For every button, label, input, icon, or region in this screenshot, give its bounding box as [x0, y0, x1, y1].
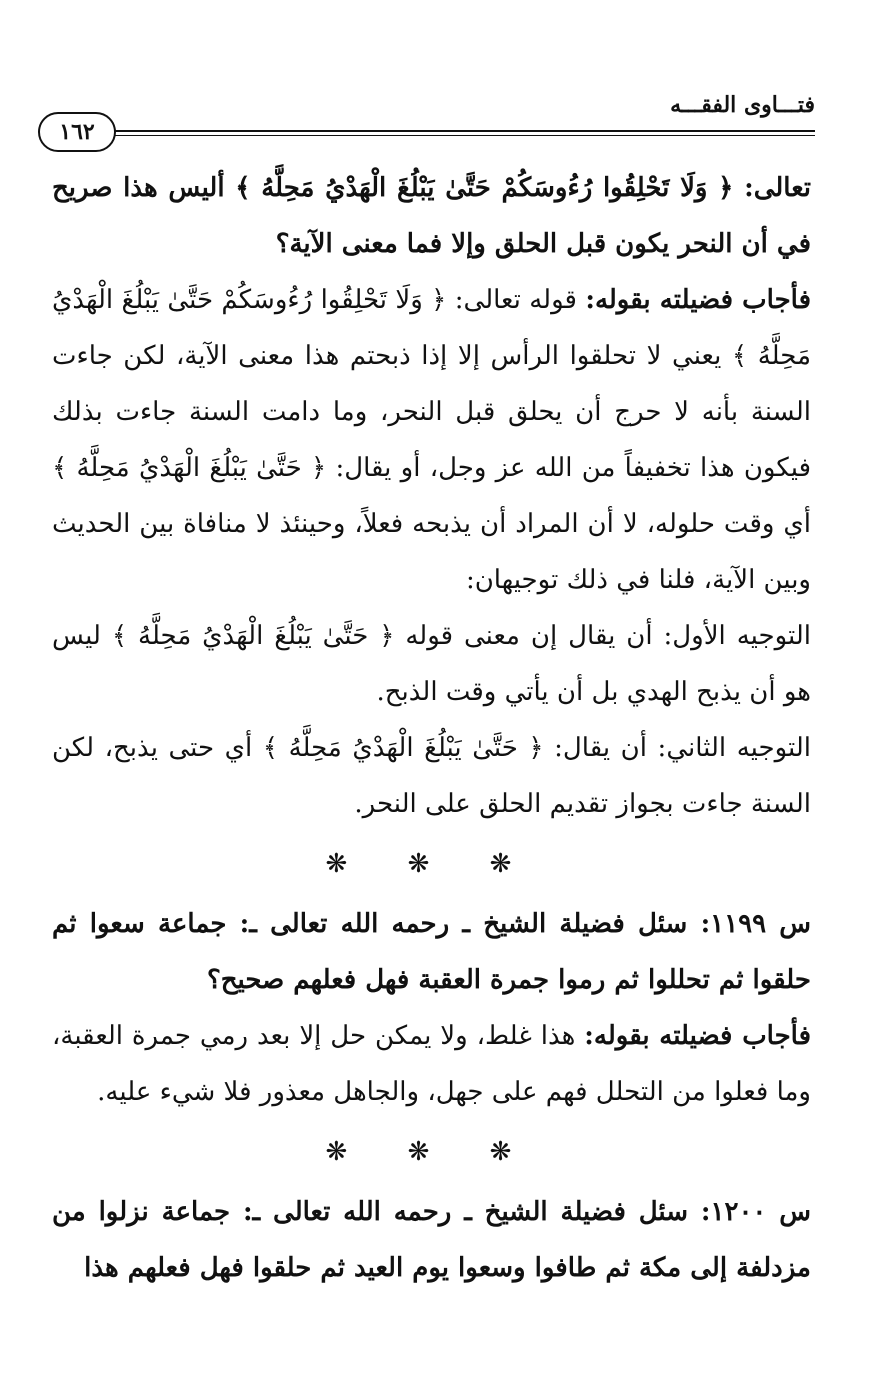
header-rule-thin	[100, 135, 815, 136]
answer-1199-text: هذا غلط، ولا يمكن حل إلا بعد رمي جمرة العقبة، وما فعلوا من التحلل فهم على جهل، والجاهل معذور فلا شيء عليه.	[52, 1021, 811, 1107]
page-number: ١٦٢	[38, 112, 116, 152]
book-title: فتـــاوى الفقـــه	[670, 92, 815, 118]
second-interpretation: التوجيه الثاني: أن يقال: ﴿ حَتَّىٰ يَبْلُغَ الْهَدْيُ مَحِلَّهُ ﴾ أي حتى يذبح، لكن السنة جاءت بجواز تقديم الحلق على النحر.	[52, 733, 811, 819]
header-rule	[100, 130, 815, 132]
running-header	[38, 88, 815, 160]
page-body	[52, 160, 811, 1296]
question-1199: س ١١٩٩: سئل فضيلة الشيخ ـ رحمه الله تعالى ـ: جماعة سعوا ثم حلقوا ثم تحللوا ثم رموا جمرة العقبة فهل فعلهم صحيح؟	[52, 909, 811, 995]
first-interpretation: التوجيه الأول: أن يقال إن معنى قوله ﴿ حَتَّىٰ يَبْلُغَ الْهَدْيُ مَحِلَّهُ ﴾ ليس هو أن يذبح الهدي بل أن يأتي وقت الذبح.	[52, 621, 811, 707]
question-1200: س ١٢٠٠: سئل فضيلة الشيخ ـ رحمه الله تعالى ـ: جماعة نزلوا من مزدلفة إلى مكة ثم طافوا وسعوا يوم العيد ثم حلقوا فهل فعلهم هذا	[52, 1197, 811, 1283]
answer-lead: فأجاب فضيلته بقوله:	[585, 285, 812, 315]
answer-text: قوله تعالى: ﴿ وَلَا تَحْلِقُوا رُءُوسَكُمْ حَتَّىٰ يَبْلُغَ الْهَدْيُ مَحِلَّهُ ﴾ يعني لا تحلقوا الرأس إلا إذا ذبحتم هذا معنى الآية، لكن جاءت السنة بأنه لا حرج أن يحلق قبل النحر، وما دامت السنة جاءت بذلك فيكون هذا تخفيفاً من الله عز وجل، أو يقال: ﴿ حَتَّىٰ يَبْلُغَ الْهَدْيُ مَحِلَّهُ ﴾ أي وقت حلوله، لا أن المراد أن يذبحه فعلاً، وحينئذ لا منافاة بين الحديث وبين الآية، فلنا في ذلك توجيهان:	[52, 285, 811, 595]
answer-1199	[52, 1008, 811, 1120]
answer-paragraph	[52, 272, 811, 608]
section-separator: ❋ ❋ ❋	[325, 849, 538, 879]
section-separator-2: ❋ ❋ ❋	[325, 1137, 538, 1167]
answer-1199-lead: فأجاب فضيلته بقوله:	[584, 1021, 812, 1051]
question-continuation: تعالى: ﴿ وَلَا تَحْلِقُوا رُءُوسَكُمْ حَتَّىٰ يَبْلُغَ الْهَدْيُ مَحِلَّهُ ﴾ أليس هذا صريح في أن النحر يكون قبل الحلق وإلا فما معنى الآية؟	[52, 173, 811, 259]
